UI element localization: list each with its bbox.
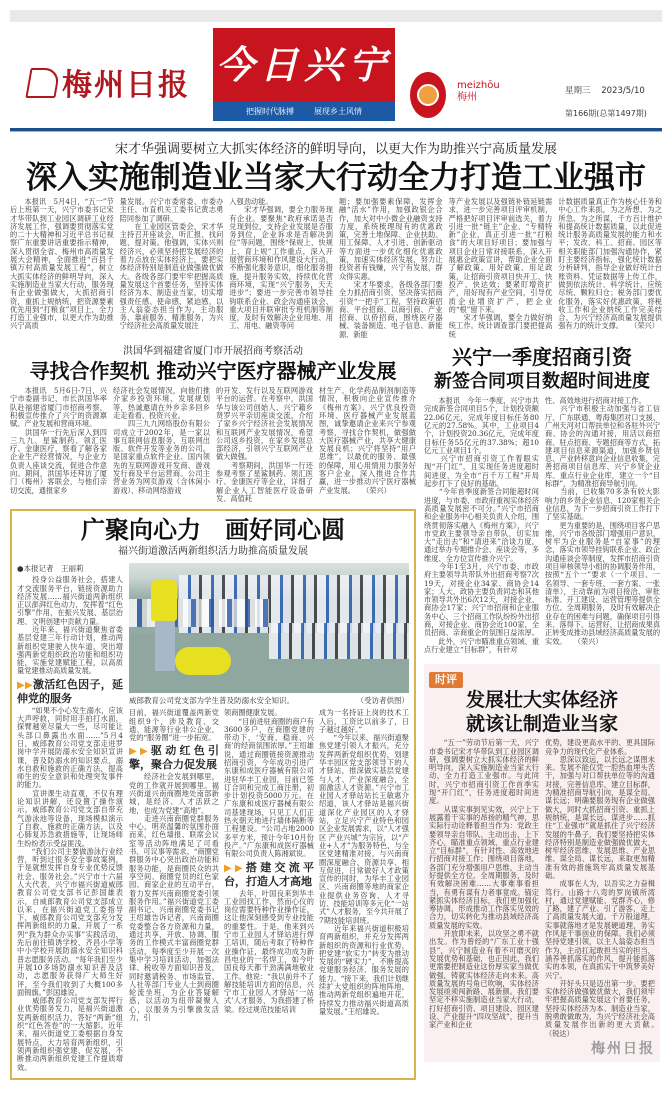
article3-column: 本报讯 今年一季度，兴宁市共完成新签合同项目5个，计划投资额22.06亿元，完成年度目标任务80亿元的27.58%。其中，工业项目4个，计划投资20.36亿元，完成年度目标任务55亿元的37.38%；超10亿元工业项目1个。 兴宁市招商引资工作着眼实现“开门红”，且实现任务进度超时间进度，为全市“百千万工程”开局起步打下了良好的基础。 “今年首季度新签合同能超时间进度，与市委、市政府重视实体经济高质量发展密不可分。”兴宁市招商和企业服务中心相关负责人介绍，围绕贯彻落实融入《梅州方案》，兴宁市党政主要领导亲自带队，切实加大“走出去”和“请进来”洽谈力度，通过举办专题推介会、座谈会等，多维度、全方位宣传推介兴宁。 今年1至3月，兴宁市委、市政府主要领导共带队外出招商考察7次19天，对接企业34家、商协会14家；人大、政协主要负责同志和其他市领导共外出6次12天，对接企业、商协会17家；兴宁市招商和企业服务中心、三个招商工作队纷纷外出招商，对接企业、商协会近100家，全员招商、亲商重企的氛围日益浓厚。 此外，兴宁市瞄准重点领域、重点行业建立“目标群”，有针对: [424, 396, 540, 654]
article3-column: 性、高效地进行招商对接工作。 兴宁市积极主动加强与省工信厅、广东联通、粤海集团对口支援、广州天河对口帮扶单位和各驻外兴宁商、协会的沟通对接，用活以商招商、驻点招商、专题招商等方式，拓建项目信息来源渠道，加强乡贤信息、产业转移意向企业信息收集，完善招商项目信息库、兴宁乡贤企业库、重点行业企业库，建立一个“目标群”，为精准招商导航引向。 当前，已收集70多条有较大影响力的乡贤企业信息、120家相关企业信息，为下一步招商引资工作打下了坚实基础。 更为重要的是，围绕项目客户思维，兴宁市各级部门增强用户意识，树牢为企业服务是“自家事”的理念，落实市领导挂钩联系企业、政企沟通座谈会等制度，发挥市招商引资项目审核领导小组的协调服务作用，按照“五个一”要求（一个项目、一名领导、一套专班、一套方案、一张清单），主动靠前为项目接洽、审批标准、开工建设、运营管理等提供全方位、全周期服务，及时有效解决企业存在的困难与问题，确保项目引得来、落得下、运营好，让招商成果真正转变成推动县域经济高质量发展的实效。 （荣兴）: [545, 396, 661, 646]
book-flame-icon: [25, 68, 60, 98]
left-side: [10, 345, 416, 1080]
right-side: [424, 345, 660, 1062]
article2-column: 的开发、发行以及互联网游戏平台的运营。在考察中，洪国华与该公司创始人、兴宁籍乡贤罗兴平亲切座谈交流，介绍了家乡兴宁经济社会发展情况和互联网产业发展情况，希望公司返乡投资，在家乡发展总部经济，引领兴宁互联网产业做大做强。 考察期间，洪国华一行还参观考察了星鲨制药、领汇医疗、金康医疗等企业，详细了解企业人工智能医疗设备研发、高值耗: [216, 386, 313, 503]
slogan-right: 展现乡土风情: [314, 107, 362, 116]
feature-column: 目前，福兴街道覆盖两新党组织9个，涉及教育、交通、能源等行业非公企业，党的“服务圈”进一步拓宽。: [129, 708, 219, 743]
article3-headline-line2: 新签合同项目数超时间进度: [434, 371, 650, 393]
subhead: ▶▶驱动红色引擎，聚合力促发展: [129, 744, 219, 772]
double-arrow-icon: ▶▶: [129, 746, 151, 758]
feature-column: 成为一名持证上岗的技术工人后，工资比以前多了，日子越过越好。” “今年以来，福兴街道聚焦党建引领人才振兴，充分发挥两新党组织优势，划建华丰园区党支部领导下的人才驿站，推深做实基层党建与人才、产业深度融合，全面激活人才资源。”兴宁市工业园人才驿站站长王敏惠介绍道，该人才驿站是福兴街道深化产业园区的人才驿站，立足兴宁产业特色和园区企业发展需求，以“人才强区 产业兴城”为宗旨，以“产业+人才”为服务特色，与全区党建精准对接，与兴南商圈深度融合、资源共享、相互促进，日常做好人才政策宣传的同时，为华丰工业园区、兴南商圈等地的商家企业提供业务咨询、人才寻访、技能培训等多元化“一站式”人才服务，至今共开展了7期技能培训班。 近年来福兴街道积极培育两新组织，并充分发挥两新组织的资源和行业优势，把党建“软实力”转变为推动发展的“硬实力”，不断提高党建服务经济、服务发展的能力。“接下来，我们计划继续扩大党组织的阵地阵地，推动两新党组织遍地开花，持续发力推动福兴街道高质量发展。”王绍雄说。: [319, 708, 409, 1016]
lead-column: 计数据质量真正作为核心任务和中心工作来抓，为之所想、为之所急、为之所谋，千方百计维护和提高统计数据质量，以此促进统计服务高质量发展的能力和水平；发改、科工、招商、园区等相关职能部门加强沟通协作，紧盯主要经济指标，强化统计数据分析研判，指导企业做好统计台账资料、凭证数据等上传工作，做到依法统计、科学统计、应统尽统、颗粒归仓；税务部门要优化服务，落实好优惠政策，将税收工作和企业纳统工作完美结合，为兴宁经济高质量发展提供强有力的统计支撑。 （荣兴）: [558, 197, 662, 331]
lead-column: 本报讯 5月4日，“五一”节后上班第一天，兴宁市委书记宋才华带队到工业园区调研工业经济发展工作，强调要贯彻落实党的二十大精神和习近平总书记视察广东重要讲话重要指示精神，深入贯彻全省、梅州市高质量发展大会精神，全面推进“百县千镇万村高质量发展工程”，树立大抓实体经济的鲜明导向，深入实施制造业当家大行动，服务现有企业做强做大，大抓招商引资，重抓上规纳统，把资源要素优先用到“打粮食”项目上，全力打造工业强市，以更大作为助推兴宁高质: [10, 197, 114, 331]
lead-column: 题；要加强要素保障，发挥金融“活水”作用，加强政银企合作，加大对中小微企业融资支持力度，系统梳理现有的优惠政策，完善土地保障、企业扶助、用工保障、人才引进、创新驱动等方面进一步优化细化优惠政策，加速实体经济发展，努力让投资者有钱赚，兴宁有发展，群众得实惠。 宋才华要求，各级各部门要全力抓招商引资，坚决落实招商引资“一把手”工程，坚持政策招商、平台招商、以商引商、产业招商、以侨招商，围绕医疗器械、装备制造、电子信息、新能源、新能: [338, 197, 443, 339]
feature-photo: [129, 563, 409, 693]
issue-number: 第166期(总第1497期): [565, 109, 647, 118]
lead-column: 量发展。兴宁市委常委、市委办主任、市直机关工委书记黄志勇陪同参加了调研。 在工业园区管委会，宋才华主持召开座谈会，听汇报、找问题、提对策。他强调，实体兴则经济兴，必须坚持把发展经济的着力点放在实体经济上，要把实体经济特别是制造业做强做优做大。各级各部门要牢牢把握高质量发展这个首要任务，坚持实体经济为本、制造业当家，切实增强责任感、使命感、紧迫感，以主人翁姿态担当作为，主动服务、靠前服务、精准服务，为兴宁经济社会高质量发展注: [119, 197, 224, 331]
feature-columns: [129, 709, 409, 1022]
lower-section: [10, 345, 662, 1080]
watermark: 梅州日报: [591, 1040, 655, 1057]
commentary-tag: 时评: [429, 672, 463, 688]
feature-headline: 广聚向心力 画好同心圆: [81, 515, 345, 545]
commentary-body: [429, 739, 655, 1038]
plum-blossom-icon: [410, 72, 446, 118]
meizhou-daily-logo: [28, 60, 190, 104]
city-cn: 梅州: [457, 92, 477, 103]
lead-article: [10, 142, 662, 339]
feature-column: 去年，叶国良来到华丰工业园找工作，然而心仪的岗位需要特种作业操作证，这让他深刻感受到专业技能的重要性。于是，他来到兴宁市工业园人才驿站进行焊工培训，随后考取了特种作业操作证，最终成功成为新昌电业的一名焊工，如今叶国良每天都干劲满满地敬业工作。他说：“我以前并不了解技能培训方面的信息，兴宁市工业园人才驿站‘一站式’人才服务，为我搭建了桥梁。经过规范技能培训: [224, 888, 314, 1014]
article2-body: [10, 387, 416, 503]
paragraph: “如果不小心发生溺水，应该大声呼救，同时用手拍打水面，探臂越宽尽量大一些，尽可能让头部口鼻露出水面……”5月4日，威郎教育公司党支部走进罗岗中学开展防溺水安全知识宣讲课，普及防溺水的知识要点、溺水自救和施救的正确方法，提高师生的安全意识和处理突发事件的能力。 宣讲课生动直观，不仅有理论知识讲解，还设置了操作演示。威郎教育公司党支部自带充气游泳池等设备，现场模拟演示了自救、施救的正确方法，以及心肺复苏急救措施等，让现场师生纷纷表示受益匪浅。 “我们公司主要做游泳行业经营，听到过很多安全事故案例，于是就想发挥自身专业优势反馈社会、服务社会。”兴宁市十六届人大代表、兴宁市福兴街道威郎教育公司党支部书记彭国雄表示，自威郎教育公司党支部成立以来，在福兴街道党工委指导下，威郎教育公司党支部充分发挥两新组织的力量，开展了一系列“我为群众办实事”实践活动，先后前往镇诱学校、齐昌小学等中小学校开展防溺水安全知识科普志愿服务活动。“每年我们至少开展10多场防溺水知识普及活动，志愿服务获得广大师生好评，至今我们收到了大概100多面锦旗。”彭国雄说。 威郎教育公司党支部发挥行业优势服务发力，是福兴街道激发两新组织活力，答好“两新”组织“红色答卷”的一大缩影。近年来，福兴街道党工委根据自身发展特点，大力培育两新组织，引领两新组织强党建、促发展，不断推动两新组织党建工作提质增效。: [17, 705, 123, 1072]
supplement-nameplate: [213, 28, 395, 121]
paper-name: 梅州日报: [62, 68, 190, 103]
feature-left-column: [17, 563, 123, 1072]
slogan-left: 把握时代脉搏: [246, 107, 294, 116]
date-line: [565, 84, 645, 96]
subhead: ▶▶激活红色因子，延伸党的服务: [17, 677, 123, 705]
article2-kicker: 洪国华到福建省厦门市开展招商考察活动: [123, 346, 303, 358]
article3-headline-line1: 兴宁一季度招商引资: [452, 345, 632, 370]
masthead-rule: [10, 128, 662, 132]
article2-column: 材生产、化学药品制剂制造等情况，积极向企业宣传推介《梅州方案》、兴宁优良投资环境、医疗器械产业发展蓝图，诚挚邀请企业来兴宁参观考察，寻找合作契机，做强做大医疗器械产业，共享大健康发展良机；兴宁将坚持“用户思维”，以最优的服务、最强的保障，用心用情用力服务好客户企业，深入推进合作共赢，进一步推动兴宁医疗器械产业发展。 （荣兴）: [319, 386, 416, 495]
feature-right-part: [129, 563, 409, 1022]
lead-column: 入强劲动能。 宋才华强调，要全力服务现有企业。要聚焦“政府承诺是否兑现到位，支持企业发展是否服务到位，企业诉求是否解决到位”等问题，围绕“保规上、快规上、育上规”工作重点，深入开展营商环境和作风建设大行动，不断强化服务意识，细化服务措施，提升服务实效，持续优化营商环境，实现“兴宁服务，天天进步”；要进一步完善市领导挂钩联系企业、政企沟通座谈会、重大项目并联审批专班机制等制度，及时有效解决企业用地、用工、用电、融资等问: [229, 197, 333, 331]
feature-column: 领商圈健康发展。 “目前进驻商圈的商户有3600多户，在商圈党建的带动下，‘安商、稳商、兴商’的经商氛围浓厚。”王绍雄说，通过商圈链接资源推动招商引资，今年成功引进广东康和成医疗器械有限公司进驻华丰工业园，目前已签订合同和完成工商注册，初步计划投资5000万元。在广东康和成医疗器械有限公司基建现场，只见工人们正热火朝天地进行墙体隔断等工程建设。“公司占地2000多平方米，预计今年10月份投产。”广东康和成医疗器械有限公司负责人陈湘斌说。: [224, 708, 314, 859]
feature-box: [10, 509, 416, 1080]
article3-body: [424, 397, 660, 654]
subhead: ▶▶搭建交流平台，打造人才高地: [224, 860, 314, 888]
photo-caption-row: [129, 695, 409, 706]
masthead: [0, 0, 672, 136]
top-band: [10, 10, 662, 22]
lead-column: 等产业发展以及强链补链延链需求，进一步完善项目评审机制，严格把好项目评审前选关，着力引进一批“链主”企业、“专精特新”企业，真正引进一批“打粮食”的大项目好项目；要加强与项目企业日常对接联系，深入开展惠企政策宣讲，帮助企业全面了解政策、用好政策、用足政策，让招商引资项目快开工、快投产、快达效；要紧盯增资扩产，用好现有产业空间，引导优质企业增资扩产，把企业的“根”留下来。 宋才华强调，要全力做好纳统工作。统计调查部门要把提高统: [448, 197, 553, 339]
commentary-headline-line2: 就该让制造业当家: [465, 713, 618, 736]
photo-caption: 威郎教育公司党支部为学生普及防溺水安全知识。: [129, 696, 294, 706]
feature-column: 经济社会发展到哪里，党的工作就开展到哪里。福兴街道兴南商圈地处南部新城，是经济、人才活跃之地，也成为党建“高地”。 走进兴南商圈党群服务中心，明亮温馨的氛围扑面而来，红色墙报、联席会议室等活动阵地满足了可看书、可议事等需求。“商圈党群服务中心突出政治功能和服务功能，是商圈民众的共享空间、商圈党员的红色家园、商家企业的互动平台，着力发挥兴南商圈党委引领服务作用。”福兴街道党工委副书记、兴南商圈党委书记王绍雄告诉记者，兴南商圈党委整合各方资源和力量，通过共享、开放、协调、服务的工作模式丰富商圈党群活动，每季度至少开展一次集中学习培训活动，加强法律、税收等方面知识普及，同时邀请税务、市场监管、人社等部门专业人士到商圈轮流坐班，为企业答疑解惑，以活动为纽带凝聚人心，以服务为引擎激发活力，引: [129, 772, 219, 1022]
article2-column: 本报讯 5月6日-7日，兴宁市委副书记、市长洪国华率队赴福建省厦门市招商考察，积极宣传推介了兴宁的资源禀赋、产业发展和营商环境。 洪国华一行先后深入到四三九九、星鲨制药、领汇医疗、金康医疗，察看了解各家企业生产经营情况，与企业方负责人座谈交流，促进合作意向。期间，洪国华还拜访了厦门（梅州）客联会，与他们亲切交流，通报家乡: [10, 386, 107, 495]
lead-kicker: 宋才华强调要树立大抓实体经济的鲜明导向，以更大作为助推兴宁高质量发展: [114, 142, 557, 157]
supplement-title: 今日兴宁: [215, 42, 392, 87]
article2-headline: 寻找合作契机 推动兴宁医疗器械产业发展: [29, 359, 397, 384]
feature-body: [17, 563, 409, 1072]
commentary-box: [424, 664, 660, 1062]
lead-headline: 深入实施制造业当家大行动全力打造工业强市: [26, 160, 646, 196]
article2-column: 经济社会发展情况，向他们推介家乡投资环境、发展规划等，热诚邀请在外乡亲多回乡走走看看、投资兴业。 四三九九网络股份有限公司成立于2002年，是一家以事互联网信息服务、互联网出版、软件开发等业务的公司，是国家重点软件企业、国内领先的互联网游戏开发商、游戏发行商及平台运营商。公司主营业务为网页游戏（含休闲小游戏）、移动网络游戏: [113, 386, 210, 495]
commentary-headline-line1: 发展壮大实体经济: [465, 689, 618, 712]
double-arrow-icon: ▶▶: [224, 862, 246, 874]
city-en: meizhōu: [457, 80, 500, 91]
feature-subtitle: 福兴街道激活两新组织活力助推高质量发展: [118, 546, 308, 558]
photo-credit: （受访者供图）: [356, 696, 409, 706]
lead-body: [10, 198, 662, 339]
double-arrow-icon: ▶▶: [17, 679, 33, 691]
commentary-column: 优势，建设更高水平的、更具国际竞争力的现代化产业体系。 思深以致远，以长远之谋图未来。发展不能仅凭一腔热血埋头苦干，加强与对口帮扶单位等的沟通对接，完善信息库，建立目标群，为精准招商导航引向，是谋全局、谋长远；明确要服务现有企业做强做大，同时大抓招商引资、重抓上规纳统，是谋长远、谋进步……抓住“工业强市”就是抓住了兴宁经济发展的牛鼻子，我们要坚持把实体经济特别是制造业做强做优做大，树牢经济思维、发展思维、产业思维、谋全局、谋长远，来取更加精准有效的措施筑牢高质量发展基础。 成事在人为，以吾实之力奋楫笃行。山路十八弯的罗岗镇所湾村，通过党建赋能、党群齐心，修了路，建了产业、引了游客，走上了高质量发展大道。千万般道理，实事就落地才是发展硬道理，务实作风是干事创业的保障。我们必须坚持党建引领，以主人翁姿态担当作为，主动扛起敢担当实的担当，涵养善抓落实的作风，提升能抓落实的本领，在真抓实干中筑梦美好兴宁。 开好头只是迈出第一步。要把实体经济做强做优做大，我们须牢牢把握高质量发展这个首要任务，坚持实体经济为本、制造业当家，脱勇敢做敢为，为兴宁经济社会高质量发展作出新的更大贡献。 （锐达）: [545, 738, 655, 1038]
byline: ●本报记者 王丽莉: [17, 564, 84, 574]
commentary-column: “五一”劳动节后第一天，兴宁市委书记宋才华带队到工业园区调研，强调要树立大抓实体经济的鲜明导向，深入实施制造业当家大行动，全力打造工业强市。与此同时，兴宁市招商引资工作首季实现“开门红”，任务进度超时间进度。 从谋实事到见实效，兴宁上下展露着干实事的昂扬的精气神，思实际行动诠释着担当作为：党政主要领导亲自带队、主动出击，上下齐心，瞄准重点领域、重点行业建立“目标群”，有针对性、高效地进行招商对接工作；围绕项目落地，各部门充分增强用户思维，主动当好提供全方位、全周期服务，及时有效解决困难……大事难事看担当，有勇有谋有力者事竟成。锚定紧抓实体经济目标，我们更加强化筹协调，形成推动工作落实见效的合力，切实转化为推动县域经济高质量发展的实效。 开放即未来，以攻坚之勇不就出发。作为曾经的“广东工业十强县”，兴宁制造业有着不可磨灭的发展优势和基础，也正因此，我们更需要把制造业这份厚实家当做优做强，铸就实体经济走向未来。高质量发展的号角已吹响，实体经济发展亟须闯新路、展新颜。我们要坚定不移实施制造业当家大行动，打好招商引资、项目建设、园区建设、产业提升“四攻坚战”，提升当家产业和企业: [429, 738, 539, 1030]
weekday: 星期三: [565, 86, 591, 96]
date: 2023/5/10: [601, 86, 645, 96]
city-brand: [457, 80, 500, 104]
slogan-bar: [213, 102, 395, 121]
paragraph: 投身公益服务社会，搭建人才交流服务平台，链接资源助力经济发展……福兴街道两新组织正以澎湃红色动力，发挥着“红色引擎”作用，在振兴发展、基层治理、文明创建中贡献力量。 近年来，福兴街道聚焦省委基层党建三年行动计划，推动两新组织党建驶入快车道，突出增强两新党组织政治功能和组织功能，实施党建赋能工程，以高质量党建推动高质量发展。: [17, 575, 123, 676]
